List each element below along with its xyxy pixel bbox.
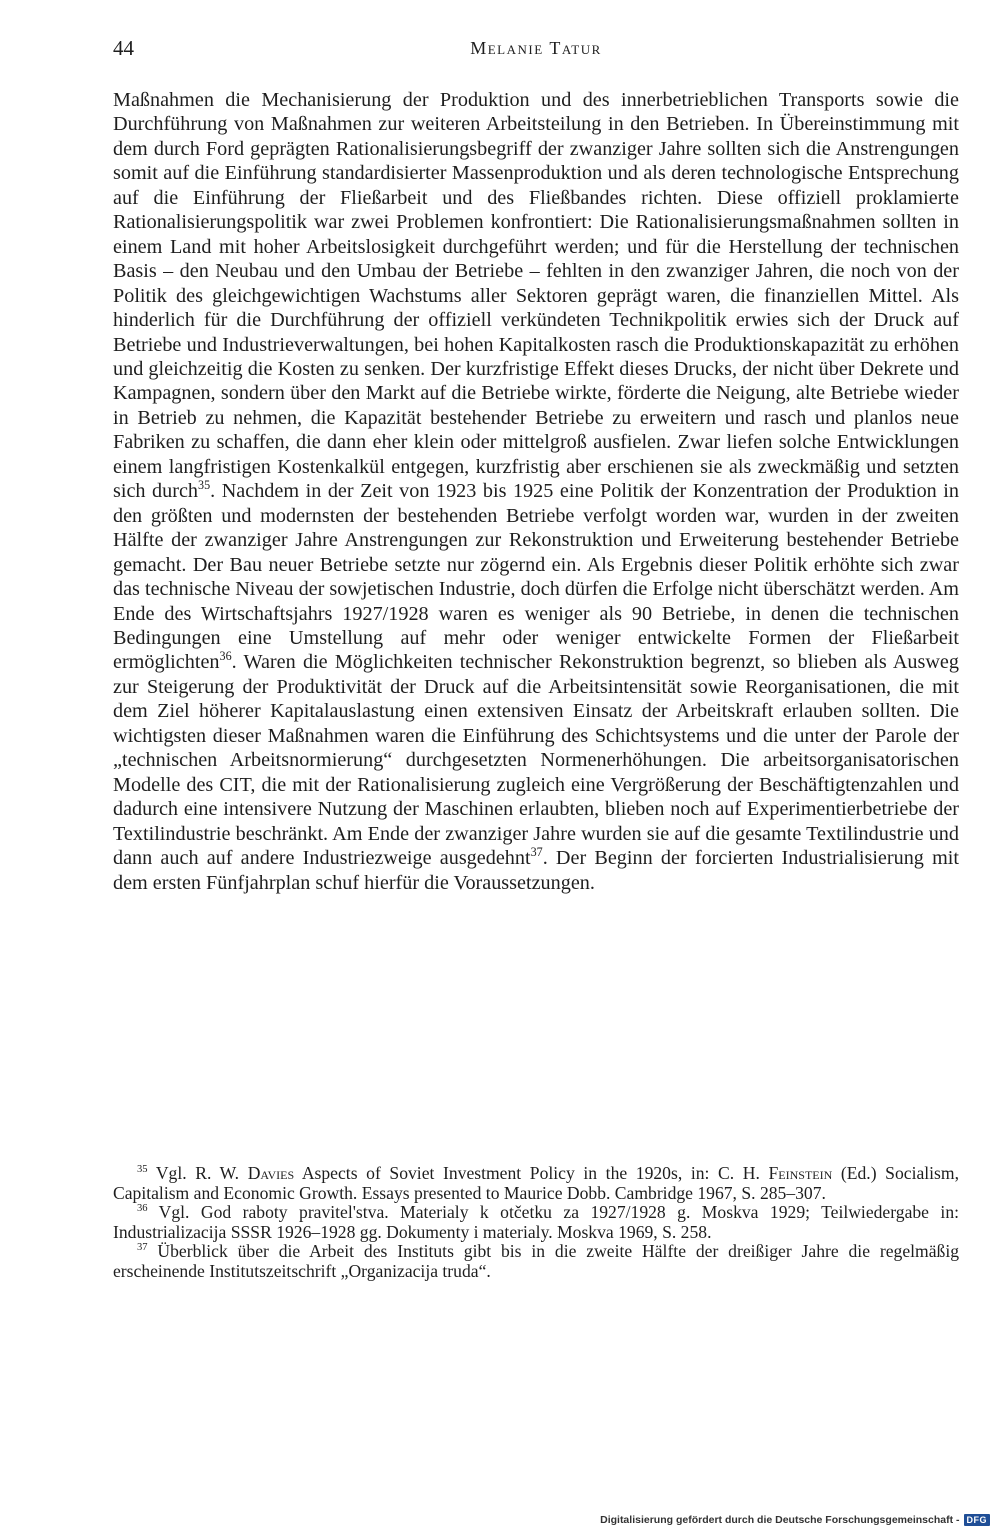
running-head-author: Melanie Tatur xyxy=(470,38,602,58)
page-header xyxy=(113,36,959,64)
footnote-text: Aspects of Soviet Investment Policy in the 1920s, in: C. H. xyxy=(294,1163,769,1183)
page-number: 44 xyxy=(113,36,134,60)
footnote-author: Feinstein xyxy=(768,1163,833,1183)
body-text-part-3: . Waren die Möglichkeiten technischer Rekonstruktion begrenzt, so blieben als Ausweg zur Steigerung der Produktivität der Druck auf die Arbeitsintensität sowie Reorganisationen, die mit dem Ziel höherer Kapitalauslastung einen extensiven Einsatz der Arbeitskraft erlauben sollten. Die wichtigsten dieser Maßnahmen waren die Einführung des Schichtsystems und die unter der Parole der „technischen Arbeitsnormierung“ durchgesetzten Normenerhöhungen. Die arbeitsorganisatorischen Modelle des CIT, die mit der Rationalisierung zugleich eine Vergrößerung der Beschäftigtenzahlen und dadurch eine intensivere Nutzung der Maschinen erlaubten, blieben noch auf Experimentierbetriebe der Textilindustrie beschränkt. Am Ende der zwanziger Jahre wurden sie auf die gesamte Textilindustrie und dann auch auf andere Industriezweige ausgedehnt xyxy=(113,651,959,870)
footnote-text: Überblick über die Arbeit des Instituts gibt bis in die zweite Hälfte der dreißiger Jahre die regelmäßig erscheinende Institutszeitschrift „Organizacija truda“. xyxy=(113,1241,959,1281)
footnotes-section xyxy=(113,1164,959,1282)
body-text-part-2: . Nachdem in der Zeit von 1923 bis 1925 eine Politik der Konzentration der Produktion in den größten und modernsten der bestehenden Betriebe verfolgt worden war, wurden in der zweiten Hälfte der zwanziger Jahre Anstrengungen zur Rekonstruktion und Erweiterung bestehender Betriebe gemacht. Der Bau neuer Betriebe setzte nur zögernd ein. Als Ergebnis dieser Politik erhöhte sich zwar das technische Niveau der sowjetischen Industrie, doch dürfen die Erfolge nicht überschätzt werden. Am Ende des Wirtschaftsjahrs 1927/1928 waren es weniger als 90 Betriebe, in denen die technischen Bedingungen eine Umstellung auf mehr oder weniger entwickelte Formen der Fließarbeit ermöglichten xyxy=(113,480,959,674)
footnote-ref-37: 37 xyxy=(530,845,543,860)
footnote-35 xyxy=(113,1164,959,1203)
footnote-number: 35 xyxy=(137,1164,148,1176)
digitization-funding-note xyxy=(600,1514,990,1526)
footnote-text: Vgl. R. W. xyxy=(147,1163,248,1183)
footnote-author: Davies xyxy=(247,1163,295,1183)
footnote-text: (Ed.) Socialism, Capitalism and Economic Growth. Essays presented to Maurice Dobb. Cambridge 1967, S. 285–307. xyxy=(113,1163,959,1203)
dfg-logo-icon: DFG xyxy=(964,1514,991,1526)
body-paragraph xyxy=(113,88,959,895)
footnote-ref-35: 35 xyxy=(198,478,211,493)
footnote-text: Vgl. God raboty pravitel'stva. Materialy k otčetku za 1927/1928 g. Moskva 1929; Teilwiedergabe in: Industrializacija SSSR 1926–1928 gg. Dokumenty i materialy. Moskva 1969, S. 258. xyxy=(113,1202,959,1242)
footnote-number: 36 xyxy=(137,1203,148,1215)
footnote-ref-36: 36 xyxy=(219,649,232,664)
body-text-part-1: Maßnahmen die Mechanisierung der Produktion und des innerbetrieblichen Transports sowie die Durchführung von Maßnahmen zur weiteren Arbeitsteilung in den Betrieben. In Übereinstimmung mit dem durch Ford geprägten Rationalisierungsbegriff der zwanziger Jahre sollten sich die Anstrengungen somit auf die Einführung standardisierter Massenproduktion und als deren technologische Entsprechung auf die Einführung der Fließarbeit und des Fließbandes richten. Diese offiziell proklamierte Rationalisierungspolitik war zwei Problemen konfrontiert: Die Rationalisierungsmaßnahmen sollten in einem Land mit hoher Arbeitslosigkeit durchgeführt werden; und für die Herstellung der technischen Basis – den Neubau und den Umbau der Betriebe – fehlten in den zwanziger Jahren, die noch von der Politik des gleichgewichtigen Wachstums aller Sektoren geprägt waren, die finanziellen Mittel. Als hinderlich für die Durchführung der offiziell verkündeten Technikpolitik erwies sich der Druck auf Betriebe und Industrieverwaltungen, bei hohen Kapitalkosten rasch die Produktionskapazität zu erhöhen und gleichzeitig die Kosten zu senken. Der kurzfristige Effekt dieses Drucks, der nicht über Dekrete und Kampagnen, sondern über den Markt auf die Betriebe wirkte, förderte die Neigung, alte Betriebe wieder in Betrieb zu nehmen, die Kapazität bestehender Betriebe zu erweitern und rasch und planlos neue Fabriken zu schaffen, die dann eher klein oder mittelgroß ausfielen. Zwar liefen solche Entwicklungen einem langfristigen Kostenkalkül entgegen, kurzfristig aber erschienen sie als zweckmäßig und setzten sich durch xyxy=(113,89,959,503)
funding-note-text: Digitalisierung gefördert durch die Deutsche Forschungsgemeinschaft - xyxy=(600,1514,960,1526)
body-text-part-4: . Der Beginn der forcierten Industrialisierung mit dem ersten Fünfjahrplan schuf hierfür die Voraussetzungen. xyxy=(113,847,959,894)
footnote-number: 37 xyxy=(137,1242,148,1254)
footnote-37 xyxy=(113,1242,959,1281)
footnote-36 xyxy=(113,1203,959,1242)
